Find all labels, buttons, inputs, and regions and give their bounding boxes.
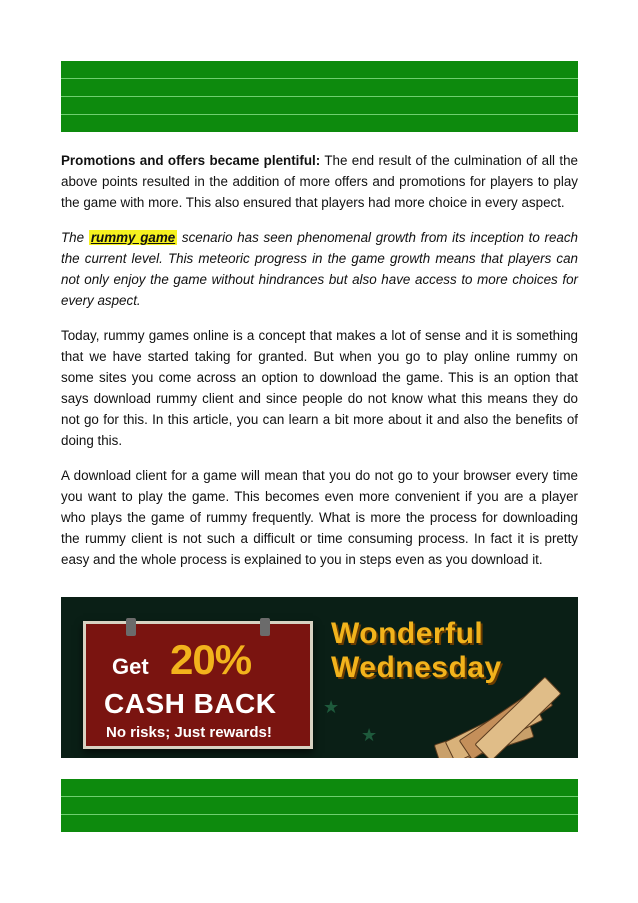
paragraph-today: Today, rummy games online is a concept that makes a lot of sense and it is something that we have started taking for granted. But when you go to play online rummy on some sites you come across an option to download the game. This is an option that says download rummy client and since people do not know what this means they do not go for this. In this article, you can learn a bit more about it and also the benefits of doing this. <box>61 328 578 448</box>
banknotes-icon <box>429 689 569 755</box>
headline-line-1: Wonderful <box>331 617 484 650</box>
star-icon: ★ <box>323 697 340 717</box>
article-body <box>61 150 578 584</box>
sign-cashback-text: CASH BACK <box>104 688 277 719</box>
pin-icon <box>260 618 270 636</box>
paragraph-promotions <box>61 150 578 213</box>
paragraph-text: The <box>61 230 89 245</box>
sign-subline-text: No risks; Just rewards! <box>106 724 272 741</box>
star-icon: ★ <box>361 725 378 745</box>
banknote <box>474 676 561 758</box>
headline-line-2: Wednesday <box>331 651 502 684</box>
sign-percent-text: 20% <box>170 636 252 683</box>
band-divider <box>61 78 578 79</box>
sign-get-text: Get <box>112 654 149 679</box>
bottom-green-band <box>61 779 578 832</box>
paragraph-text: scenario has seen phenomenal growth from its inception to reach the current level. This meteoric progress in the game growth means that players can not only enjoy the game without hindrances but also have access to more choices for every aspect. <box>61 230 579 308</box>
banner-headline <box>331 617 502 685</box>
promo-banner-image <box>61 597 578 758</box>
paragraph-download-client: A download client for a game will mean that you do not go to your browser every time you want to play the game. This becomes even more convenient if you are a player who plays the game of rummy frequently. What is more the process for downloading the rummy client is not such a difficult or time consuming process. In fact it is pretty easy and the whole process is explained to you in steps even as you download it. <box>61 468 578 567</box>
rummy-game-link[interactable]: rummy game <box>90 230 176 245</box>
pin-icon <box>126 618 136 636</box>
paragraph-growth <box>61 227 578 311</box>
band-divider <box>61 96 578 97</box>
cashback-sign <box>83 621 313 749</box>
paragraph-lead: Promotions and offers became plentiful: <box>61 153 321 168</box>
top-green-band <box>61 61 578 132</box>
band-divider <box>61 814 578 815</box>
band-divider <box>61 114 578 115</box>
band-divider <box>61 796 578 797</box>
paragraph-text: The end result of the culmination of all the above points resulted in the addition of more offers and promotions for players to play the game with more. This also ensured that players had more choice in every aspect. <box>61 153 578 210</box>
